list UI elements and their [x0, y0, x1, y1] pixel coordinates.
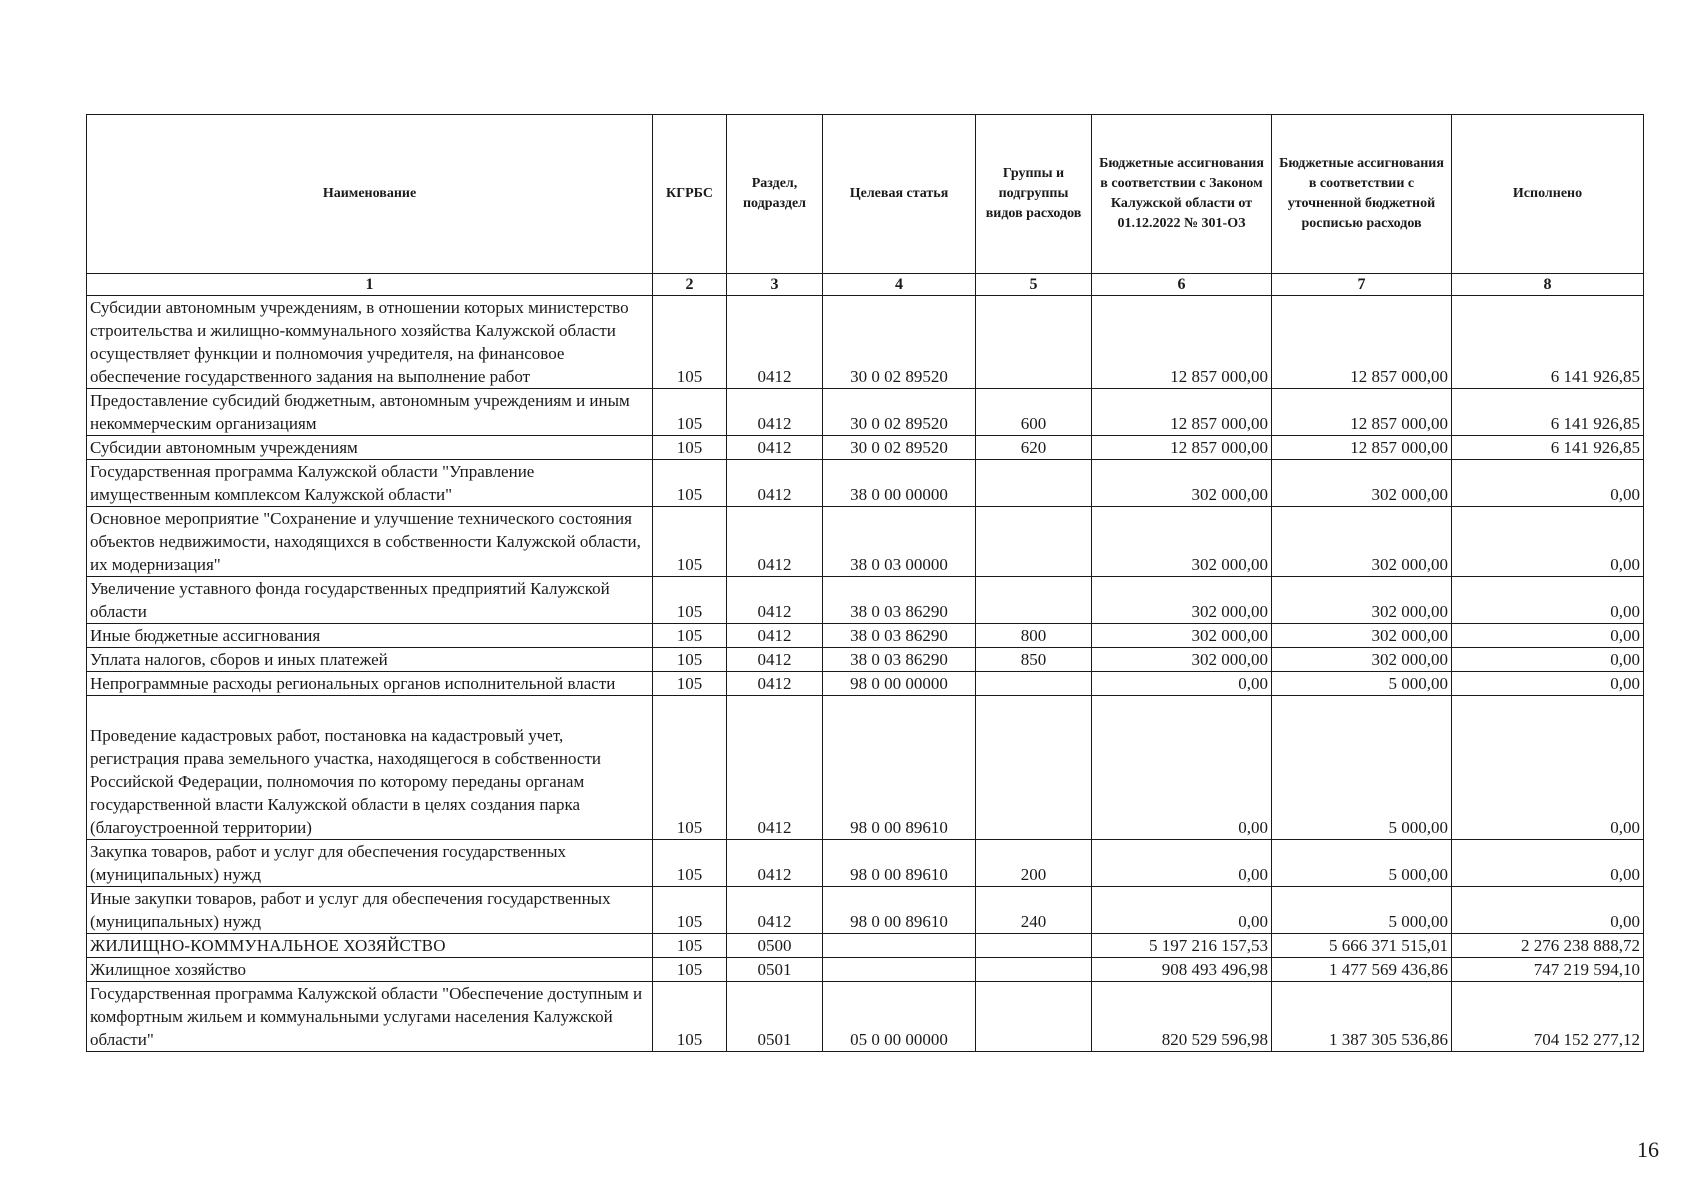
row-law: 0,00 — [1092, 887, 1272, 934]
column-number: 2 — [653, 274, 727, 296]
row-section: 0500 — [727, 934, 823, 958]
table-row — [87, 648, 1644, 672]
row-executed: 704 152 277,12 — [1452, 982, 1644, 1052]
row-target: 38 0 03 86290 — [823, 624, 976, 648]
row-target: 38 0 00 00000 — [823, 460, 976, 507]
row-kgrbs: 105 — [653, 460, 727, 507]
row-executed: 6 141 926,85 — [1452, 296, 1644, 389]
header-kgrbs: КГРБС — [653, 115, 727, 274]
header-target: Целевая статья — [823, 115, 976, 274]
row-target: 98 0 00 00000 — [823, 672, 976, 696]
row-group — [976, 934, 1092, 958]
row-executed: 0,00 — [1452, 840, 1644, 887]
row-group — [976, 982, 1092, 1052]
row-section: 0501 — [727, 982, 823, 1052]
table-row — [87, 577, 1644, 624]
row-name: ЖИЛИЩНО-КОММУНАЛЬНОЕ ХОЗЯЙСТВО — [87, 934, 653, 958]
header-name: Наименование — [87, 115, 653, 274]
table-row — [87, 436, 1644, 460]
table-row — [87, 696, 1644, 840]
row-executed: 2 276 238 888,72 — [1452, 934, 1644, 958]
column-number: 4 — [823, 274, 976, 296]
row-section: 0501 — [727, 958, 823, 982]
header-section: Раздел, подраздел — [727, 115, 823, 274]
row-target: 98 0 00 89610 — [823, 887, 976, 934]
row-executed: 6 141 926,85 — [1452, 389, 1644, 436]
row-section: 0412 — [727, 696, 823, 840]
row-law: 12 857 000,00 — [1092, 436, 1272, 460]
row-section: 0412 — [727, 460, 823, 507]
header-row — [87, 115, 1644, 274]
row-name: Непрограммные расходы региональных органов исполнительной власти — [87, 672, 653, 696]
row-name: Субсидии автономным учреждениям — [87, 436, 653, 460]
budget-table — [86, 114, 1644, 1052]
row-group: 200 — [976, 840, 1092, 887]
row-law: 0,00 — [1092, 696, 1272, 840]
row-executed: 0,00 — [1452, 696, 1644, 840]
row-kgrbs: 105 — [653, 982, 727, 1052]
row-refined: 12 857 000,00 — [1272, 389, 1452, 436]
row-law: 12 857 000,00 — [1092, 296, 1272, 389]
row-law: 0,00 — [1092, 672, 1272, 696]
row-refined: 1 387 305 536,86 — [1272, 982, 1452, 1052]
row-name: Предоставление субсидий бюджетным, автономным учреждениям и иным некоммерческим организациям — [87, 389, 653, 436]
table-row — [87, 624, 1644, 648]
header-law: Бюджетные ассигнования в соответствии с Законом Калужской области от 01.12.2022 № 301-ОЗ — [1092, 115, 1272, 274]
row-refined: 5 666 371 515,01 — [1272, 934, 1452, 958]
column-number: 6 — [1092, 274, 1272, 296]
row-refined: 5 000,00 — [1272, 696, 1452, 840]
row-name: Основное мероприятие "Сохранение и улучшение технического состояния объектов недвижимости, находящихся в собственности Калужской области, их модернизация" — [87, 507, 653, 577]
row-law: 302 000,00 — [1092, 507, 1272, 577]
row-section: 0412 — [727, 436, 823, 460]
row-refined: 12 857 000,00 — [1272, 436, 1452, 460]
row-law: 12 857 000,00 — [1092, 389, 1272, 436]
row-name: Жилищное хозяйство — [87, 958, 653, 982]
row-law: 908 493 496,98 — [1092, 958, 1272, 982]
row-name: Субсидии автономным учреждениям, в отношении которых министерство строительства и жилищно-коммунального хозяйства Калужской области осуществляет функции и полномочия учредителя, на финансовое обеспечение государственного задания на выполнение работ — [87, 296, 653, 389]
header-group: Группы и подгруппы видов расходов — [976, 115, 1092, 274]
row-kgrbs: 105 — [653, 696, 727, 840]
row-group — [976, 577, 1092, 624]
row-section: 0412 — [727, 624, 823, 648]
row-kgrbs: 105 — [653, 648, 727, 672]
row-refined: 1 477 569 436,86 — [1272, 958, 1452, 982]
row-kgrbs: 105 — [653, 934, 727, 958]
row-kgrbs: 105 — [653, 840, 727, 887]
row-executed: 0,00 — [1452, 577, 1644, 624]
row-refined: 12 857 000,00 — [1272, 296, 1452, 389]
row-executed: 0,00 — [1452, 460, 1644, 507]
row-kgrbs: 105 — [653, 958, 727, 982]
table-row — [87, 460, 1644, 507]
row-refined: 302 000,00 — [1272, 460, 1452, 507]
row-group — [976, 296, 1092, 389]
row-law: 302 000,00 — [1092, 460, 1272, 507]
row-kgrbs: 105 — [653, 296, 727, 389]
row-kgrbs: 105 — [653, 436, 727, 460]
row-target: 30 0 02 89520 — [823, 389, 976, 436]
row-group: 800 — [976, 624, 1092, 648]
row-law: 302 000,00 — [1092, 577, 1272, 624]
row-group: 620 — [976, 436, 1092, 460]
row-section: 0412 — [727, 672, 823, 696]
row-law: 302 000,00 — [1092, 624, 1272, 648]
row-law: 302 000,00 — [1092, 648, 1272, 672]
row-executed: 0,00 — [1452, 887, 1644, 934]
table-row — [87, 389, 1644, 436]
row-name: Государственная программа Калужской области "Обеспечение доступным и комфортным жильем и коммунальными услугами населения Калужской области" — [87, 982, 653, 1052]
row-target: 05 0 00 00000 — [823, 982, 976, 1052]
row-section: 0412 — [727, 389, 823, 436]
row-group: 850 — [976, 648, 1092, 672]
row-group — [976, 958, 1092, 982]
column-number: 5 — [976, 274, 1092, 296]
row-executed: 0,00 — [1452, 648, 1644, 672]
row-refined: 5 000,00 — [1272, 672, 1452, 696]
header-executed: Исполнено — [1452, 115, 1644, 274]
row-kgrbs: 105 — [653, 577, 727, 624]
row-target: 30 0 02 89520 — [823, 436, 976, 460]
row-name: Иные бюджетные ассигнования — [87, 624, 653, 648]
row-group — [976, 507, 1092, 577]
row-kgrbs: 105 — [653, 389, 727, 436]
row-law: 0,00 — [1092, 840, 1272, 887]
table-row — [87, 296, 1644, 389]
row-group: 600 — [976, 389, 1092, 436]
row-executed: 0,00 — [1452, 672, 1644, 696]
row-target: 30 0 02 89520 — [823, 296, 976, 389]
row-executed: 0,00 — [1452, 624, 1644, 648]
column-number: 3 — [727, 274, 823, 296]
row-refined: 5 000,00 — [1272, 840, 1452, 887]
row-group: 240 — [976, 887, 1092, 934]
row-name: Иные закупки товаров, работ и услуг для обеспечения государственных (муниципальных) нужд — [87, 887, 653, 934]
page-number: 16 — [1637, 1137, 1659, 1162]
row-kgrbs: 105 — [653, 887, 727, 934]
row-executed: 0,00 — [1452, 507, 1644, 577]
row-law: 5 197 216 157,53 — [1092, 934, 1272, 958]
budget-sheet — [86, 114, 1643, 1052]
row-refined: 5 000,00 — [1272, 887, 1452, 934]
row-kgrbs: 105 — [653, 624, 727, 648]
row-target — [823, 958, 976, 982]
row-section: 0412 — [727, 577, 823, 624]
column-number-row — [87, 274, 1644, 296]
table-row — [87, 507, 1644, 577]
row-name: Закупка товаров, работ и услуг для обеспечения государственных (муниципальных) нужд — [87, 840, 653, 887]
row-executed: 747 219 594,10 — [1452, 958, 1644, 982]
row-executed: 6 141 926,85 — [1452, 436, 1644, 460]
row-name: Проведение кадастровых работ, постановка на кадастровый учет, регистрация права земельного участка, находящегося в собственности Российской Федерации, полномочия по которому переданы органам государственной власти Калужской области в целях создания парка (благоустроенной территории) — [87, 696, 653, 840]
column-number: 7 — [1272, 274, 1452, 296]
table-row — [87, 840, 1644, 887]
table-row — [87, 958, 1644, 982]
row-target: 98 0 00 89610 — [823, 696, 976, 840]
row-refined: 302 000,00 — [1272, 648, 1452, 672]
row-section: 0412 — [727, 507, 823, 577]
row-name: Государственная программа Калужской области "Управление имущественным комплексом Калужской области" — [87, 460, 653, 507]
column-number: 1 — [87, 274, 653, 296]
row-refined: 302 000,00 — [1272, 624, 1452, 648]
row-name: Уплата налогов, сборов и иных платежей — [87, 648, 653, 672]
table-row — [87, 982, 1644, 1052]
row-section: 0412 — [727, 296, 823, 389]
table-row — [87, 672, 1644, 696]
row-name: Увеличение уставного фонда государственных предприятий Калужской области — [87, 577, 653, 624]
row-section: 0412 — [727, 887, 823, 934]
row-target: 38 0 03 86290 — [823, 648, 976, 672]
row-group — [976, 672, 1092, 696]
row-section: 0412 — [727, 648, 823, 672]
row-refined: 302 000,00 — [1272, 507, 1452, 577]
row-group — [976, 696, 1092, 840]
row-kgrbs: 105 — [653, 672, 727, 696]
header-refined: Бюджетные ассигнования в соответствии с уточненной бюджетной росписью расходов — [1272, 115, 1452, 274]
row-target: 38 0 03 86290 — [823, 577, 976, 624]
table-row — [87, 887, 1644, 934]
row-kgrbs: 105 — [653, 507, 727, 577]
row-target — [823, 934, 976, 958]
table-row — [87, 934, 1644, 958]
row-section: 0412 — [727, 840, 823, 887]
row-law: 820 529 596,98 — [1092, 982, 1272, 1052]
row-refined: 302 000,00 — [1272, 577, 1452, 624]
row-target: 98 0 00 89610 — [823, 840, 976, 887]
row-target: 38 0 03 00000 — [823, 507, 976, 577]
row-group — [976, 460, 1092, 507]
column-number: 8 — [1452, 274, 1644, 296]
